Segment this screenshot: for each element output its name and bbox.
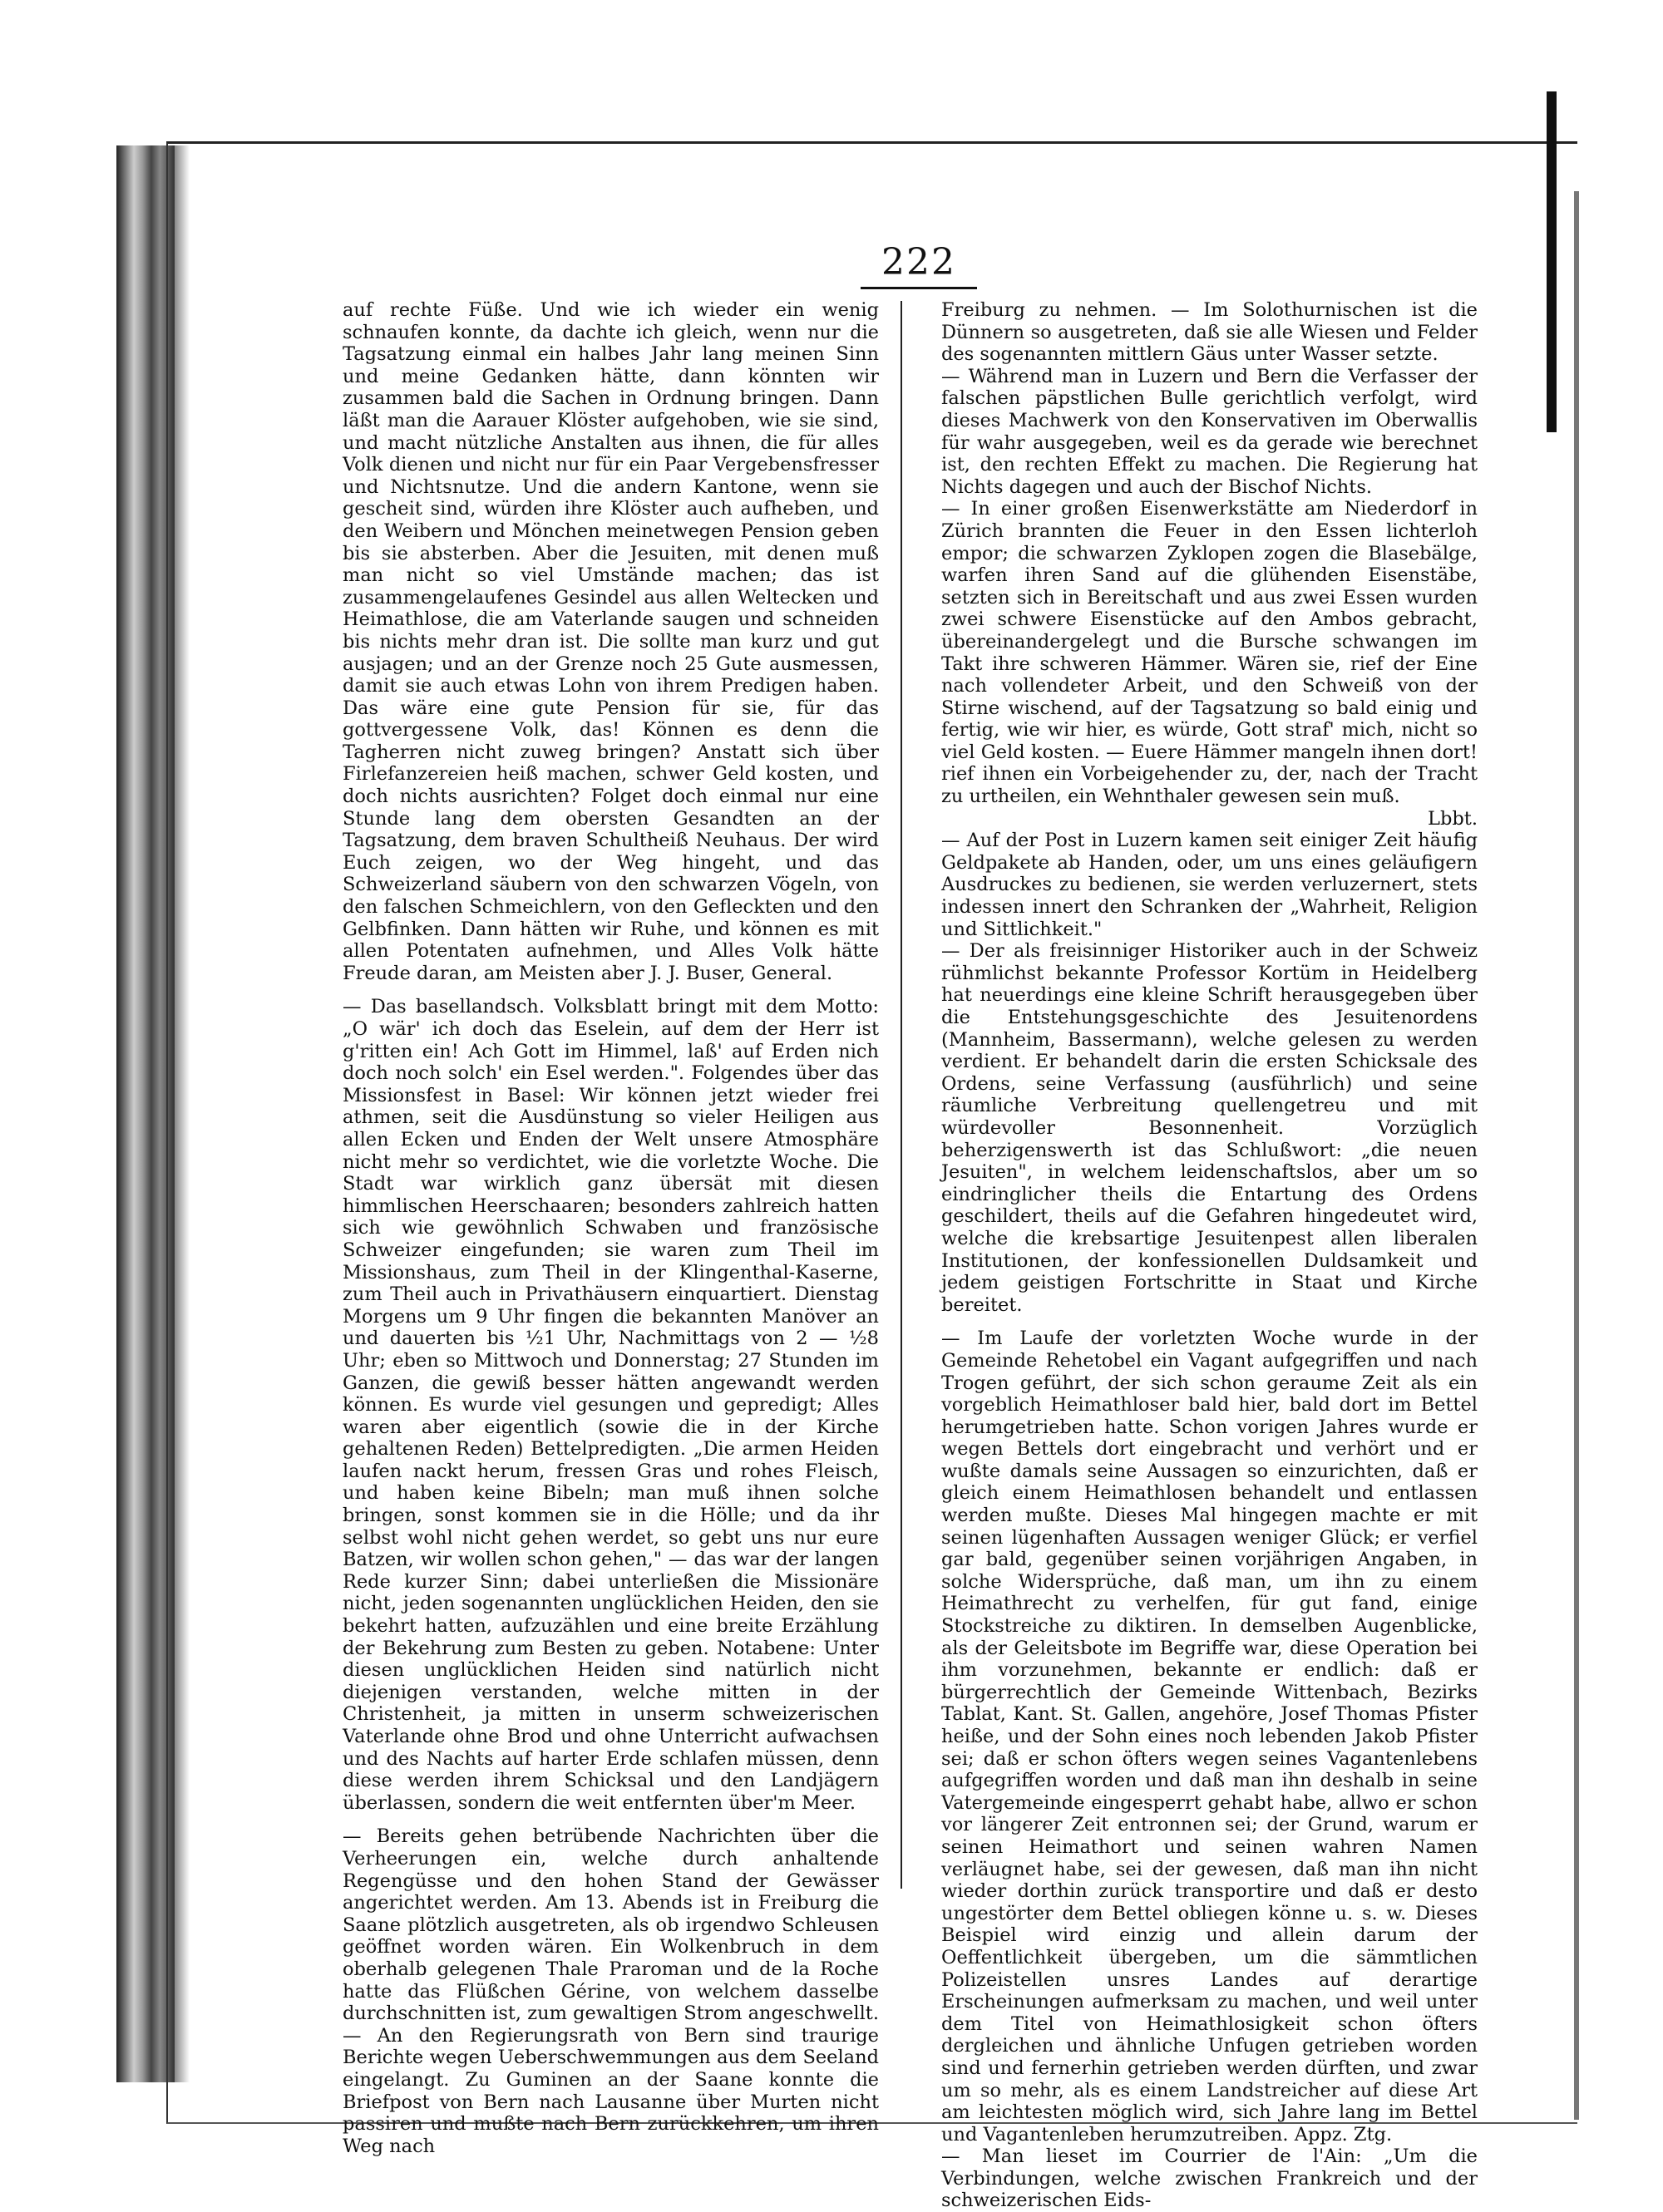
column-divider — [901, 301, 902, 1889]
page-number: 222 — [881, 241, 956, 283]
left-column — [343, 299, 879, 2157]
scan-right-edge — [1574, 191, 1579, 2120]
right-paragraph-4: — Auf der Post in Luzern kamen seit einiger Zeit häufig Geldpakete ab Handen, oder, um uns eines geläufigern Ausdruckes zu bedienen, sie werden verluzernert, stets indessen innert den Schranken der „Wahrheit, Religion und Sittlichkeit." — [941, 830, 1478, 940]
right-paragraph-3: — In einer großen Eisenwerkstätte am Niederdorf in Zürich brannten die Feuer in den Essen lichterloh empor; die schwarzen Zyklopen zogen die Blasebälge, warfen ihren Sand auf die glühenden Eisenstäbe, setzten sich in Bereitschaft und aus zwei Essen wurden zwei schwere Eisenstücke auf den Ambos gebracht, übereinandergelegt und die Bursche schwangen im Takt ihre schweren Hämmer. Wären sie, rief der Eine nach vollendeter Arbeit, und den Schweiß von der Stirne wischend, auf der Tagsatzung so bald einig und fertig, wie wir hier, es würde, Gott straf' mich, nicht so viel Geld kosten. — Euere Hämmer mangeln ihnen dort! rief ihnen ein Vorbeigehender zu, der, nach der Tracht zu urtheilen, ein Wehnthaler gewesen sein muß. — [941, 498, 1478, 808]
page-number-rule — [861, 287, 977, 289]
right-paragraph-5: — Der als freisinniger Historiker auch in der Schweiz rühmlichst bekannte Professor Kortüm in Heidelberg hat neuerdings eine kleine Schrift herausgegeben über die Entstehungsgeschichte des Jesuitenordens (Mannheim, Bassermann), welche gelesen zu werden verdient. Er behandelt darin die ersten Schicksale des Ordens, seine Verfassung (ausführlich) und seine räumliche Verbreitung quellengetreu und mit würdevoller Besonnenheit. Vorzüglich beherzigenswerth ist das Schlußwort: „die neuen Jesuiten", in welchem leidenschaftslos, aber um so eindringlicher theils die Entartung des Ordens geschildert, theils auf die Gefahren hingedeutet wird, welche die krebsartige Jesuitenpest allen liberalen Institutionen, der konfessionellen Duldsamkeit und jedem geistigen Fortschritte in Staat und Kirche bereitet. — [941, 940, 1478, 1316]
right-paragraph-7: — Man lieset im Courrier de l'Ain: „Um die Verbindungen, welche zwischen Frankreich und der schweizerischen Eids- — [941, 2145, 1478, 2212]
right-column — [941, 299, 1478, 2212]
left-paragraph-3: — Bereits gehen betrübende Nachrichten über die Verheerungen ein, welche durch anhaltende Regengüsse und den hohen Stand der Gewässer angerichtet werden. Am 13. Abends ist in Freiburg die Saane plötzlich ausgetreten, als ob irgendwo Schleusen geöffnet worden wären. Ein Wolkenbruch in dem oberhalb gelegenen Thale Praroman und de la Roche hatte das Flüßchen Gérine, von welchem dasselbe durchschnitten ist, zum gewaltigen Strom angeschwellt. — An den Regierungsrath von Bern sind traurige Berichte wegen Ueberschwemmungen aus dem Seeland eingelangt. Zu Guminen an der Saane konnte die Briefpost von Bern nach Lausanne über Murten nicht passiren und mußte nach Bern zurückkehren, um ihren Weg nach — [343, 1825, 879, 2157]
left-paragraph-2: — Das basellandsch. Volksblatt bringt mit dem Motto: „O wär' ich doch das Eselein, auf dem der Herr ist g'ritten ein! Ach Gott im Himmel, laß' auf Erden nich doch noch solch' ein Esel werden.". Folgendes über das Missionsfest in Basel: Wir können jetzt wieder frei athmen, seit die Ausdünstung so vieler Heiligen aus allen Ecken und Enden der Welt unsere Atmosphäre nicht mehr so verdichtet, wie die vorletzte Woche. Die Stadt war wirklich ganz übersät mit diesen himmlischen Heerschaaren; besonders zahlreich hatten sich wie gewöhnlich Schwaben und französische Schweizer eingefunden; sie waren zum Theil im Missionshaus, zum Theil in der Klingenthal-Kaserne, zum Theil auch in Privathäusern einquartiert. Dienstag Morgens um 9 Uhr fingen die bekannten Manöver an und dauerten bis ½1 Uhr, Nachmittags von 2 — ½8 Uhr; eben so Mittwoch und Donnerstag; 27 Stunden im Ganzen, die gewiß besser hätten angewandt werden können. Es wurde viel gesungen und gepredigt; Alles waren aber eigentlich (sowie die in der Kirche gehaltenen Reden) Bettelpredigten. „Die armen Heiden laufen nackt herum, fressen Gras und rohes Fleisch, und haben keine Bibeln; man muß ihnen solche bringen, sonst kommen sie in die Hölle; und da ihr selbst wohl nicht gehen werdet, so gebt uns nur eure Batzen, wir wollen schon gehen," — das war der langen Rede kurzer Sinn; dabei unterließen die Missionäre nicht, jeden sogenannten unglücklichen Heiden, den sie bekehrt hatten, aufzuzählen und eine breite Erzählung der Bekehrung zum Besten zu geben. Notabene: Unter diesen unglücklichen Heiden sind natürlich nicht diejenigen verstanden, welche mitten in der Christenheit, ja mitten in unserm schweizerischen Vaterlande ohne Brod und ohne Unterricht aufwachsen und des Nachts auf harter Erde schlafen müssen, denn diese werden ihrem Schicksal und den Landjägern überlassen, sondern die weit entfernten über'm Meer. — [343, 996, 879, 1814]
right-signature: Lbbt. — [1428, 807, 1478, 830]
right-paragraph-2: — Während man in Luzern und Bern die Verfasser der falschen päpstlichen Bulle gerichtlich verfolgt, wird dieses Machwerk von den Konservativen im Oberwallis für wahr ausgegeben, weil es da gerade wie berechnet ist, den rechten Effekt zu machen. Die Regierung hat Nichts dagegen und auch der Bischof Nichts. — [941, 365, 1478, 498]
left-paragraph-1: auf rechte Füße. Und wie ich wieder ein wenig schnaufen konnte, da dachte ich gleich, wenn nur die Tagsatzung einmal ein halbes Jahr lang meinen Sinn und meine Gedanken hätte, dann könnten wir zusammen bald die Sachen in Ordnung bringen. Dann läßt man die Aarauer Klöster aufgehoben, wie sie sind, und macht nützliche Anstalten aus ihnen, die für alles Volk dienen und nicht nur für ein Paar Vergebensfresser und Nichtsnutze. Und die andern Kantone, wenn sie gescheit sind, würden ihre Klöster auch aufheben, und den Weibern und Mönchen meinetwegen Pension geben bis sie absterben. Aber die Jesuiten, mit denen muß man nicht so viel Umstände machen; das ist zusammengelaufenes Gesindel aus allen Weltecken und Heimathlose, die am Vaterlande saugen und schneiden bis nichts mehr dran ist. Die sollte man kurz und gut ausjagen; und an der Grenze noch 25 Gute ausmessen, damit sie auch etwas Lohn von ihrem Predigen haben. Das wäre eine gute Pension für sie, für das gottvergessene Volk, das! Können es denn die Tagherren nicht zuweg bringen? Anstatt sich über Firlefanzereien heiß machen, schwer Geld kosten, und doch nichts ausrichten? Folget doch einmal nur eine Stunde lang dem obersten Gesandten an der Tagsatzung, dem braven Schultheiß Neuhaus. Der wird Euch zeigen, wo der Weg hingeht, und das Schweizerland säubern von den schwarzen Vögeln, von den falschen Schmeichlern, von den Gefleckten und den Gelbfinken. Dann hätten wir Ruhe, und können es mit allen Potentaten aufnehmen, und Alles Volk hätte Freude daran, am Meisten aber J. J. Buser, General. — [343, 299, 879, 984]
scan-edge-bar — [1547, 91, 1557, 432]
right-paragraph-6: — Im Laufe der vorletzten Woche wurde in der Gemeinde Rehetobel ein Vagant aufgegriffen und nach Trogen geführt, der sich schon geraume Zeit als ein vorgeblich Heimathloser bald hier, bald dort im Bettel herumgetrieben hatte. Schon vorigen Jahres wurde er wegen Bettels dort eingebracht und verhört und er wußte damals seine Aussagen so einzurichten, daß er gleich einem Heimathlosen behandelt und entlassen werden mußte. Dieses Mal hingegen machte er mit seinen lügenhaften Aussagen weniger Glück; er verfiel gar bald, gegenüber seinen vorjährigen Angaben, in solche Widersprüche, daß man, um ihn zu einem Heimathrecht zu verhelfen, für gut fand, einige Stockstreiche zu diktiren. In demselben Augenblicke, als der Geleitsbote im Begriffe war, diese Operation bei ihm vorzunehmen, bekannte er endlich: daß er bürgerrechtlich der Gemeinde Wittenbach, Bezirks Tablat, Kant. St. Gallen, angehöre, Josef Thomas Pfister heiße, und der Sohn eines noch lebenden Jakob Pfister sei; daß er schon öfters wegen seines Vagantenlebens aufgegriffen worden und daß man ihn deshalb in seine Vatergemeinde eingesperrt gehabt habe, allwo er schon vor längerer Zeit entronnen sei; der Grund, warum er seinen Heimathort und seinen wahren Namen verläugnet habe, sei der gewesen, daß man ihn nicht wieder dorthin zurück transportire und daß er desto ungestörter dem Bettel obliegen könne u. s. w. Dieses Beispiel wird einzig und allein darum der Oeffentlichkeit übergeben, um die sämmtlichen Polizeistellen unsres Landes auf derartige Erscheinungen aufmerksam zu machen, und weil unter dem Titel von Heimathlosigkeit schon öfters dergleichen und ähnliche Unfugen getrieben worden sind und fernerhin getrieben werden dürften, und zwar um so mehr, als es einem Landstreicher auf diese Art am leichtesten möglich wird, sich Jahre lang im Bettel und Vagantenleben herumzutreiben. Appz. Ztg. — [941, 1328, 1478, 2145]
right-paragraph-1: Freiburg zu nehmen. — Im Solothurnischen ist die Dünnern so ausgetreten, daß sie alle Wiesen und Felder des sogenannten mittlern Gäus unter Wasser setzte. — [941, 299, 1478, 366]
